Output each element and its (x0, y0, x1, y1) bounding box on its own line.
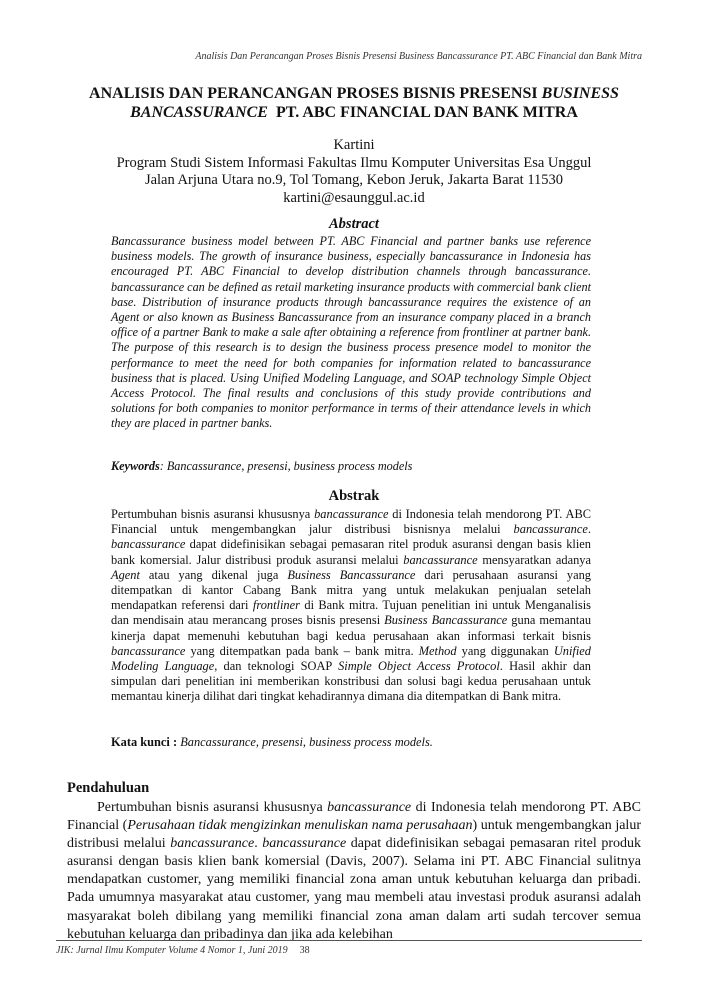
italic-run: frontliner (252, 598, 300, 613)
text-run: atau yang dikenal juga (139, 567, 288, 582)
title-line2-text: PT. ABC FINANCIAL DAN BANK MITRA (267, 104, 578, 121)
author-name: Kartini (333, 137, 375, 153)
running-head: Analisis Dan Perancangan Proses Bisnis Presensi Business Bancassurance PT. ABC Financial dan Bank Mitra (195, 51, 642, 62)
author-block (60, 137, 648, 207)
italic-run: bancassurance (170, 836, 255, 852)
italic-run: Business Bancassurance (384, 613, 508, 628)
text-run: . (587, 522, 591, 537)
text-run: guna memantau kinerja dapat memenuhi kebutuhan bagi kedua perusahaan akan informasi terkait bisnis (111, 613, 592, 643)
text-run: dari perusahaan asuransi yang ditempatkan di kantor Cabang Bank mitra yang untuk melakukan penjualan setelah mendapatkan referensi dari (111, 567, 592, 613)
italic-run: bancassurance (262, 836, 347, 852)
author-affiliation: Program Studi Sistem Informasi Fakultas Ilmu Komputer Universitas Esa Unggul (116, 154, 592, 171)
text-run: yang ditempatkan pada bank – bank mitra. (185, 643, 419, 658)
italic-run: bancassurance (111, 537, 186, 552)
kata-kunci-value: Bancassurance, presensi, business process models. (177, 735, 433, 749)
abstract-heading: Abstract (329, 216, 379, 232)
text-run: di Bank mitra. Tujuan penelitian ini untuk Menganalisis dan mendisain atau merancang proses bisnis presensi (111, 598, 591, 628)
title-line2-italic: BANCASSURANCE (130, 104, 268, 121)
abstrak-heading: Abstrak (328, 488, 380, 504)
text-run: . (254, 836, 263, 852)
italic-run: bancassurance (403, 552, 478, 567)
keywords-label: Keywords (111, 459, 160, 473)
text-run: , dan teknologi SOAP (214, 659, 339, 674)
text-run: mensyaratkan adanya (477, 552, 591, 567)
italic-run: bancassurance (327, 800, 412, 815)
text-run: dapat didefinisikan sebagai pemasaran ritel produk asuransi dengan basis klien bank komersial (Davis, 2007). Selama ini PT. ABC Financial sulitnya mendapatkan customer, yang memiliki financial zona aman untuk kebutuhan keluarga dan pribadi. Pada umumnya masyarakat atau customer, yang mau membeli atau investasi produk asuransi adalah masyarakat boleh dibilang yang memiliki financial zona aman dalam arti sudah tercover semua kebutuhan keluarga dan pribadinya dan jika ada kelebihan (67, 836, 641, 942)
text-run: yang diggunakan (456, 643, 554, 658)
italic-run: Perusahaan tidak mengizinkan menuliskan nama perusahaan (127, 818, 473, 834)
kata-kunci (111, 735, 591, 750)
abstract-body: Bancassurance business model between PT. ABC Financial and partner banks use reference business models. The growth of insurance business, especially bancassurance in Indonesia has encouraged PT. ABC Financial to develop distribution channels through bancassurance. bancassurance can be defined as retail marketing insurance products with commercial bank client base. Distribution of insurance products through bancassurance requires the existence of an Agent or also known as Business Bancassurance from an insurance company placed in a branch office of a partner Bank to make a sale after obtaining a reference from frontliner at partner bank. The purpose of this research is to design the business process presence model to monitor the performance to meet the need for both companies for information related to bancassurance business that is placed. Using Unified Modeling Language, and SOAP technology Simple Object Access Protocol. The final results and conclusions of this study provide contributions and solutions for both companies to monitor performance in terms of their attendance levels in which they are placed in partner banks. (111, 234, 591, 431)
text-run: Pertumbuhan bisnis asuransi khususnya (97, 800, 328, 815)
text-run: Pertumbuhan bisnis asuransi khususnya (111, 507, 315, 521)
text-run: . Hasil akhir dan simpulan dari penelitian ini memberikan konstribusi dan solusi bagi kedua perusahaan untuk memantau kinerja dilihat dari tingkat kehadirannya dimana dia ditempatkan di Bank mitra. (111, 659, 591, 704)
footer-journal: JIK: Jurnal Ilmu Komputer Volume 4 Nomor 1, Juni 2019 (56, 945, 288, 956)
italic-run: Business Bancassurance (287, 567, 416, 582)
italic-run: bancassurance (314, 507, 389, 521)
author-address: Jalan Arjuna Utara no.9, Tol Tomang, Kebon Jeruk, Jakarta Barat 11530 (144, 172, 564, 188)
author-email: kartini@esaunggul.ac.id (283, 189, 425, 206)
text-run: di Indonesia telah mendorong PT. ABC Financial ( (67, 800, 641, 834)
intro-paragraph (67, 799, 641, 944)
title-line1-italic: BUSINESS (541, 85, 619, 102)
title-line1-text: ANALISIS DAN PERANCANGAN PROSES BISNIS PRESENSI (89, 85, 542, 102)
abstrak-body (111, 507, 591, 705)
footer-divider (56, 940, 642, 941)
page-number: 38 (299, 945, 310, 956)
italic-run: Unified Modeling Language (111, 643, 591, 674)
page-footer (56, 945, 310, 956)
text-run: ) untuk mengembangkan jalur distribusi melalui (67, 818, 641, 852)
italic-run: bancassurance (513, 522, 588, 537)
paper-title (60, 84, 648, 122)
keywords-en (111, 459, 591, 474)
section-heading-pendahuluan: Pendahuluan (67, 780, 150, 796)
italic-run: bancassurance (111, 643, 186, 658)
kata-kunci-label: Kata kunci : (111, 735, 178, 749)
italic-run: Agent (111, 567, 140, 582)
text-run: di Indonesia telah mendorong PT. ABC Financial untuk mengembangkan jalur distribusi bisnisnya melalui (111, 507, 591, 537)
text-run: dapat didefinisikan sebagai pemasaran ritel produk asuransi dengan basis klien bank komersial. Jalur distribusi produk asuransi melalui (111, 537, 591, 567)
italic-run: Simple Object Access Protocol (338, 659, 500, 674)
italic-run: Method (418, 643, 457, 658)
keywords-value: : Bancassurance, presensi, business process models (159, 459, 413, 473)
